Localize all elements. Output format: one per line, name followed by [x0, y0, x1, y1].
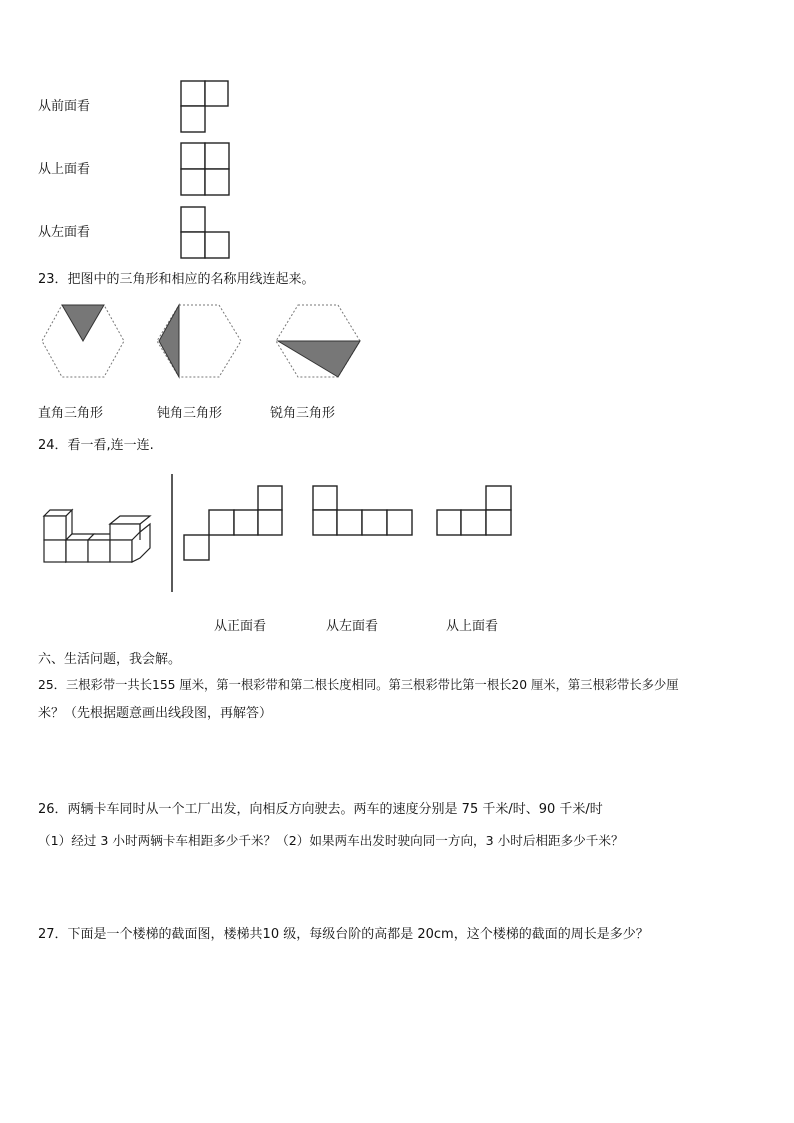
view-option-c-grid-icon[interactable]: [436, 485, 516, 539]
q26-line1: 26．两辆卡车同时从一个工厂出发，向相反方向驶去。两车的速度分别是 75 千米/时、90 千米/时: [38, 802, 603, 817]
label-top-view[interactable]: 从上面看: [446, 619, 499, 634]
view-label-left: 从左面看: [38, 225, 91, 240]
name-acute-triangle[interactable]: 锐角三角形: [270, 406, 336, 421]
front-view-grid-icon: [180, 80, 230, 134]
q24-title: 24．看一看,连一连.: [38, 438, 154, 453]
q25-line2: 米？（先根据题意画出线段图，再解答）: [38, 706, 273, 721]
view-option-b-grid-icon[interactable]: [312, 485, 416, 539]
top-view-grid-icon: [180, 142, 232, 198]
hexagon-right-triangle-icon: [40, 303, 126, 379]
view-label-front: 从前面看: [38, 99, 91, 114]
hexagon-obtuse-triangle-icon: [155, 303, 243, 379]
label-front-view[interactable]: 从正面看: [214, 619, 267, 634]
section-title: 六、生活问题，我会解。: [38, 652, 182, 667]
q25-line1: 25．三根彩带一共长155 厘米，第一根彩带和第二根长度相同。第三根彩带比第一根长20 厘米，第三根彩带长多少厘: [38, 678, 679, 692]
q23-title: 23．把图中的三角形和相应的名称用线连起来。: [38, 272, 315, 287]
label-left-view[interactable]: 从左面看: [326, 619, 379, 634]
q26-line2: （1）经过 3 小时两辆卡车相距多少千米？（2）如果两车出发时驶向同一方向，3 小时后相距多少千米？: [38, 833, 624, 848]
divider-line: [170, 474, 174, 594]
q27-line1: 27．下面是一个楼梯的截面图，楼梯共10 级，每级台阶的高都是 20cm，这个楼梯的截面的周长是多少？: [38, 927, 649, 942]
left-view-grid-icon: [180, 206, 232, 260]
view-option-a-grid-icon[interactable]: [183, 485, 285, 563]
cube-solid-icon: [40, 508, 152, 564]
name-right-triangle[interactable]: 直角三角形: [38, 406, 104, 421]
view-label-top: 从上面看: [38, 162, 91, 177]
hexagon-acute-triangle-icon: [274, 303, 362, 379]
name-obtuse-triangle[interactable]: 钝角三角形: [157, 406, 223, 421]
